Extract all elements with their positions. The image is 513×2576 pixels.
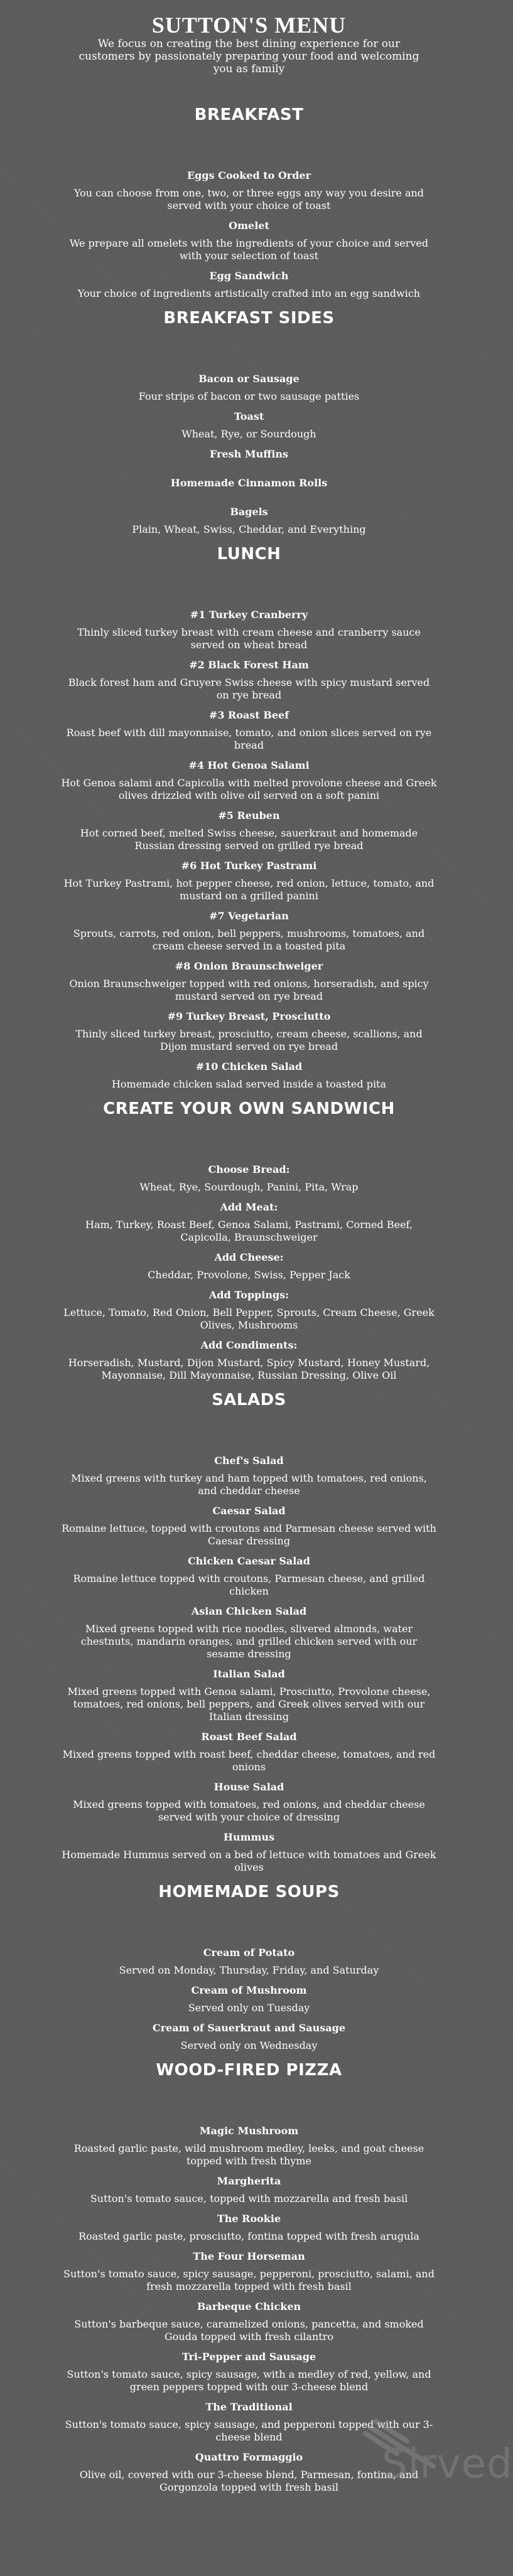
menu-item-description: We prepare all omelets with the ingredients of your choice and served with your selection of toast xyxy=(69,237,429,262)
menu-item-name: Bagels xyxy=(230,506,268,518)
menu-item-description: Black forest ham and Gruyere Swiss cheese with spicy mustard served on rye bread xyxy=(68,676,430,701)
menu-item-description: Hot Genoa salami and Capicolla with melted provolone cheese and Greek olives drizzled with olive oil served on a soft panini xyxy=(61,777,437,801)
menu-item xyxy=(61,264,438,301)
menu-item-name: Italian Salad xyxy=(213,1668,285,1680)
section-spacer xyxy=(0,124,498,163)
section-soups xyxy=(0,1875,498,2053)
menu-item-description: Romaine lettuce, topped with croutons and Parmesan cheese served with Caesar dressing xyxy=(62,1522,436,1547)
section-title: BREAKFAST xyxy=(194,105,304,124)
menu-item-description: Four strips of bacon or two sausage patties xyxy=(138,390,360,402)
section-title: WOOD-FIRED PIZZA xyxy=(156,2061,342,2080)
menu-item-name: Tri-Pepper and Sausage xyxy=(181,2351,316,2363)
menu-item-name: Hummus xyxy=(223,1831,275,1843)
section-spacer xyxy=(0,328,498,366)
section-spacer xyxy=(0,2080,498,2119)
menu-item-name: Magic Mushroom xyxy=(199,2125,299,2137)
menu-item-description: Sutton's barbeque sauce, caramelized onions, pancetta, and smoked Gouda topped with fresh cilantro xyxy=(74,2318,424,2343)
menu-item xyxy=(61,163,438,213)
menu-item-name: #8 Onion Braunschweiger xyxy=(175,960,323,972)
menu-item-name: Asian Chicken Salad xyxy=(191,1605,307,1617)
menu-item xyxy=(61,1599,438,1662)
menu-item xyxy=(61,2016,438,2053)
section-create-sandwich xyxy=(0,1092,498,1383)
section-breakfast xyxy=(0,75,498,301)
menu-title: SUTTON'S MENU xyxy=(151,13,347,38)
menu-item xyxy=(61,653,438,703)
menu-item xyxy=(61,471,438,500)
section-title: SALADS xyxy=(212,1391,286,1409)
menu-item-name: Fresh Muffins xyxy=(209,448,289,460)
menu-item-description: Roasted garlic paste, prosciutto, fontina topped with fresh arugula xyxy=(78,2230,419,2242)
menu-item-name: #5 Reuben xyxy=(218,810,280,821)
menu-item xyxy=(61,2119,438,2169)
menu-item xyxy=(61,954,438,1004)
menu-item-description: Sutton's tomato sauce, topped with mozzarella and fresh basil xyxy=(90,2193,408,2205)
menu-item-description: Sprouts, carrots, red onion, bell peppers, mushrooms, tomatoes, and cream cheese served in a toasted pita xyxy=(73,927,425,952)
menu-item-description: Wheat, Rye, Sourdough, Panini, Pita, Wrap xyxy=(139,1181,359,1193)
menu-item-name: #1 Turkey Cranberry xyxy=(190,609,308,621)
menu-item-description: Sutton's tomato sauce, spicy sausage, with a medley of red, yellow, and green peppers topped with our 3-cheese blend xyxy=(67,2368,431,2393)
menu-item-description: Served only on Wednesday xyxy=(180,2039,318,2051)
section-title: BREAKFAST SIDES xyxy=(163,309,335,328)
menu-item xyxy=(61,2445,438,2495)
menu-item-name: House Salad xyxy=(213,1781,284,1793)
menu-item xyxy=(61,1978,438,2016)
menu-item-name: Barbeque Chicken xyxy=(197,2301,301,2312)
section-spacer xyxy=(0,1409,498,1448)
item-spacer xyxy=(61,461,438,471)
menu-item-name: Add Condiments: xyxy=(200,1339,298,1351)
menu-item-name: Toast xyxy=(234,410,264,422)
menu-item-description: Hot corned beef, melted Swiss cheese, sauerkraut and homemade Russian dressing served on grilled rye bread xyxy=(80,827,418,852)
menu-item-name: Caesar Salad xyxy=(212,1505,286,1517)
menu-item-name: #7 Vegetarian xyxy=(209,910,289,922)
menu-item-description: Roast beef with dill mayonnaise, tomato, and onion slices served on rye bread xyxy=(66,727,432,751)
section-title: LUNCH xyxy=(217,545,281,564)
item-spacer xyxy=(61,489,438,500)
menu-item xyxy=(61,1549,438,1599)
menu-item xyxy=(61,2395,438,2445)
menu-item xyxy=(61,1825,438,1875)
menu-item-name: The Rookie xyxy=(217,2213,281,2225)
menu-item-description: Homemade chicken salad served inside a toasted pita xyxy=(111,1078,387,1090)
section-title: CREATE YOUR OWN SANDWICH xyxy=(103,1099,395,1118)
menu-item-name: Quattro Formaggio xyxy=(195,2451,303,2463)
menu-item-name: Chef's Salad xyxy=(214,1455,284,1467)
menu-item-name: Add Toppings: xyxy=(208,1289,289,1301)
menu-item-description: Mixed greens topped with Genoa salami, Prosciutto, Provolone cheese, tomatoes, red onions, bell peppers, and Greek olives served with our Italian dressing xyxy=(67,1686,431,1723)
menu-item xyxy=(61,1054,438,1092)
menu-item-description: Your choice of ingredients artistically crafted into an egg sandwich xyxy=(77,287,421,299)
menu-item xyxy=(61,904,438,954)
menu-item-description: Ham, Turkey, Roast Beef, Genoa Salami, Pastrami, Corned Beef, Capicolla, Braunschweiger xyxy=(85,1219,413,1243)
menu-item xyxy=(61,366,438,404)
menu-item-description: Homemade Hummus served on a bed of lettuce with tomatoes and Greek olives xyxy=(62,1849,436,1873)
watermark-text: Sirved xyxy=(382,2441,513,2488)
menu-item xyxy=(61,1724,438,1775)
menu-item xyxy=(61,1333,438,1383)
menu-item-description: Served on Monday, Thursday, Friday, and Saturday xyxy=(119,1964,379,1976)
menu-item xyxy=(61,2294,438,2344)
menu-item-name: Homemade Cinnamon Rolls xyxy=(170,477,328,489)
menu-item xyxy=(61,803,438,853)
menu-item-name: Chicken Caesar Salad xyxy=(188,1555,310,1567)
menu-item xyxy=(61,1499,438,1549)
menu-item xyxy=(61,2169,438,2206)
menu-item-name: The Four Horseman xyxy=(193,2250,305,2262)
menu-item xyxy=(61,1283,438,1333)
section-spacer xyxy=(0,1118,498,1157)
menu-item xyxy=(61,213,438,264)
menu-item xyxy=(61,2344,438,2395)
menu-item-name: Margherita xyxy=(217,2175,281,2187)
menu-item-name: Bacon or Sausage xyxy=(198,373,300,385)
menu-item-description: Olive oil, covered with our 3-cheese blend, Parmesan, fontina, and Gorgonzola topped with fresh basil xyxy=(79,2469,419,2493)
menu-item-description: Mixed greens topped with tomatoes, red onions, and cheddar cheese served with your choice of dressing xyxy=(73,1798,425,1823)
menu-item-description: Mixed greens topped with rice noodles, slivered almonds, water chestnuts, mandarin oranges, and grilled chicken served with our sesame dressing xyxy=(80,1623,418,1660)
menu-item-description: Thinly sliced turkey breast, prosciutto, cream cheese, scallions, and Dijon mustard served on rye bread xyxy=(75,1028,423,1052)
menu-item xyxy=(61,1940,438,1978)
menu-item-name: #9 Turkey Breast, Prosciutto xyxy=(167,1010,331,1022)
menu-item xyxy=(61,404,438,442)
menu-item xyxy=(61,1004,438,1054)
menu-item-name: Add Meat: xyxy=(220,1201,278,1213)
menu-item xyxy=(61,1245,438,1283)
menu-item-description: Wheat, Rye, or Sourdough xyxy=(181,428,316,440)
section-salads xyxy=(0,1383,498,1875)
menu-item xyxy=(61,703,438,753)
menu-item-description: Served only on Tuesday xyxy=(188,2002,310,2014)
menu-item-name: #10 Chicken Salad xyxy=(195,1061,303,1072)
menu-item-description: Lettuce, Tomato, Red Onion, Bell Pepper, Sprouts, Cream Cheese, Greek Olives, Mushrooms xyxy=(63,1307,435,1331)
menu-intro: We focus on creating the best dining experience for our customers by passionately preparing your food and welcoming you as family xyxy=(78,38,419,75)
menu-sections xyxy=(0,75,498,2495)
menu-item xyxy=(61,500,438,537)
menu-item-name: Cream of Sauerkraut and Sausage xyxy=(152,2022,346,2034)
menu-item-description: Onion Braunschweiger topped with red onions, horseradish, and spicy mustard served on rye bread xyxy=(69,978,429,1002)
menu-item-name: #3 Roast Beef xyxy=(208,709,289,721)
section-title: HOMEMADE SOUPS xyxy=(158,1883,340,1901)
menu-item-description: Romaine lettuce topped with croutons, Parmesan cheese, and grilled chicken xyxy=(73,1573,425,1597)
menu-item-name: The Traditional xyxy=(205,2401,293,2413)
menu-item xyxy=(61,2206,438,2244)
menu-item-description: You can choose from one, two, or three eggs any way you desire and served with your choice of toast xyxy=(73,187,424,211)
menu-item xyxy=(61,1448,438,1499)
menu-item-name: Cream of Potato xyxy=(203,1947,295,1959)
menu-item-name: Add Cheese: xyxy=(214,1251,284,1263)
menu-item xyxy=(61,2244,438,2294)
section-pizza xyxy=(0,2053,498,2495)
menu-item-description: Sutton's tomato sauce, spicy sausage, and pepperoni topped with our 3-cheese blend xyxy=(65,2418,433,2443)
menu-item-description: Plain, Wheat, Swiss, Cheddar, and Everything xyxy=(132,523,366,535)
menu-item-description: Sutton's tomato sauce, spicy sausage, pepperoni, prosciutto, salami, and fresh mozzarella topped with fresh basil xyxy=(63,2268,435,2292)
menu-item xyxy=(61,1775,438,1825)
menu-item-description: Thinly sliced turkey breast with cream cheese and cranberry sauce served on wheat bread xyxy=(77,626,421,651)
menu-item-name: Cream of Mushroom xyxy=(191,1984,307,1996)
menu-item-description: Mixed greens topped with roast beef, cheddar cheese, tomatoes, and red onions xyxy=(62,1748,436,1773)
section-spacer xyxy=(0,1901,498,1940)
menu-item-name: Egg Sandwich xyxy=(209,270,289,282)
menu-item-name: Omelet xyxy=(229,220,269,232)
menu-item-name: Choose Bread: xyxy=(208,1163,290,1175)
menu-item-name: #4 Hot Genoa Salami xyxy=(188,759,310,771)
menu-item xyxy=(61,853,438,904)
section-spacer xyxy=(0,564,498,602)
menu-item xyxy=(61,1195,438,1245)
menu-item xyxy=(61,442,438,471)
menu-item-name: Eggs Cooked to Order xyxy=(186,169,311,181)
menu-item xyxy=(61,753,438,803)
section-lunch xyxy=(0,537,498,1092)
menu-item-description: Mixed greens with turkey and ham topped with tomatoes, red onions, and cheddar cheese xyxy=(71,1472,427,1497)
menu-item xyxy=(61,1662,438,1724)
menu-item-description: Hot Turkey Pastrami, hot pepper cheese, red onion, lettuce, tomato, and mustard on a grilled panini xyxy=(63,877,435,902)
menu-item-name: #6 Hot Turkey Pastrami xyxy=(181,860,317,872)
menu-item-name: #2 Black Forest Ham xyxy=(189,659,309,671)
menu-item xyxy=(61,602,438,653)
menu-item-description: Roasted garlic paste, wild mushroom medley, leeks, and goat cheese topped with fresh thyme xyxy=(73,2142,424,2167)
menu-item xyxy=(61,1157,438,1195)
menu-item-name: Roast Beef Salad xyxy=(201,1731,297,1743)
menu-item-description: Horseradish, Mustard, Dijon Mustard, Spicy Mustard, Honey Mustard, Mayonnaise, Dill Mayonnaise, Russian Dressing, Olive Oil xyxy=(68,1357,430,1381)
menu-item-description: Cheddar, Provolone, Swiss, Pepper Jack xyxy=(148,1269,350,1281)
section-breakfast-sides xyxy=(0,301,498,537)
